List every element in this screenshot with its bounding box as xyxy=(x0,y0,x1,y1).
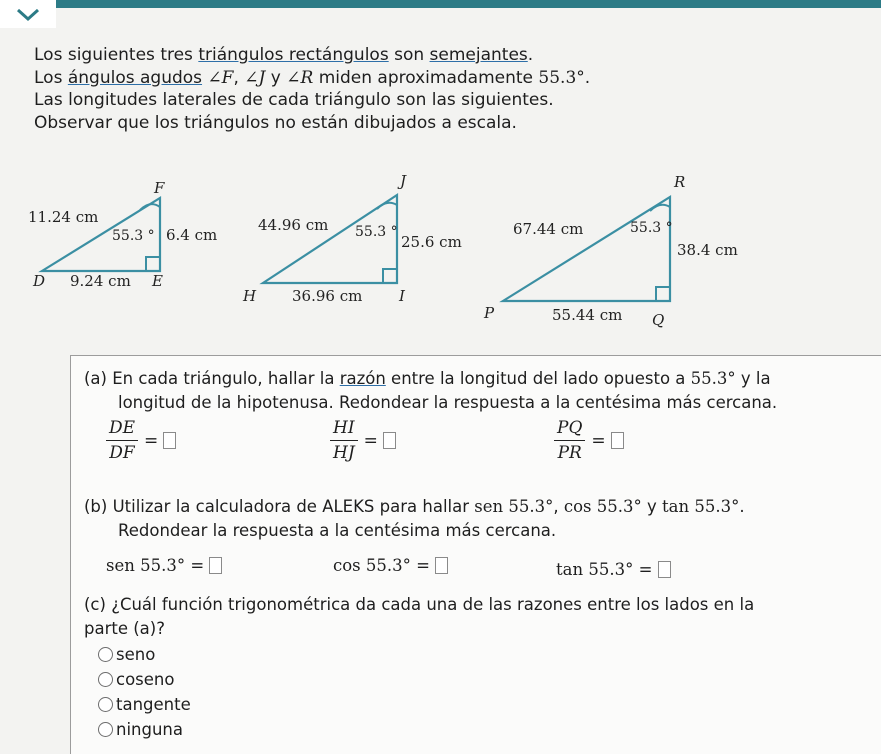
part-c-line-2: parte (a)? xyxy=(84,619,165,638)
radio-circle-icon xyxy=(98,722,113,737)
vertical-side-label: 6.4 cm xyxy=(166,226,218,244)
ratio-de-df: $\frac{DE}{DF}$ = xyxy=(106,418,176,463)
vertical-side-label: 25.6 cm xyxy=(401,233,462,251)
answer-input-tan[interactable] xyxy=(658,561,671,578)
vertex-label: I xyxy=(399,287,405,305)
radio-circle-icon xyxy=(98,647,113,662)
answer-input-cos[interactable] xyxy=(435,557,448,574)
link-semejantes[interactable]: semejantes xyxy=(429,45,528,65)
vertex-label: P xyxy=(484,304,495,322)
angle-value: 55.3° xyxy=(538,67,585,88)
vertex-label: H xyxy=(243,287,257,305)
angle-f: ∠F xyxy=(207,67,234,88)
base-label: 55.44 cm xyxy=(552,306,623,324)
vertex-label: R xyxy=(674,173,686,191)
vertical-side-label: 38.4 cm xyxy=(677,241,738,259)
angle-label: 55.3 ° xyxy=(355,224,398,240)
radio-circle-icon xyxy=(98,697,113,712)
sen-answer-row: sen 55.3° = xyxy=(106,556,222,575)
part-b-line-1: (b) Utilizar la calculadora de ALEKS para hallar sen 55.3°, cos 55.3° y tan 55.3°. xyxy=(84,497,745,516)
hypotenuse-label: 11.24 cm xyxy=(28,208,99,226)
ratio-pq-pr: $\frac{PQ}{PR}$ = xyxy=(554,418,624,463)
angle-label: 55.3 ° xyxy=(112,228,155,244)
base-label: 36.96 cm xyxy=(292,287,363,305)
triangles-figure xyxy=(0,160,881,340)
vertex-label: D xyxy=(33,272,46,290)
angle-j: ∠J xyxy=(244,67,266,88)
answer-input-pq-pr[interactable] xyxy=(611,432,624,449)
collapse-toggle[interactable] xyxy=(0,0,56,28)
intro-line-2: Los ángulos agudos ∠F, ∠J y ∠R miden aproximadamente 55.3°. xyxy=(34,67,591,88)
answer-input-sen[interactable] xyxy=(209,557,222,574)
option-ninguna[interactable]: ninguna xyxy=(98,720,183,739)
intro-line-4: Observar que los triángulos no están dibujados a escala. xyxy=(34,112,517,133)
vertex-label: J xyxy=(400,172,407,190)
cos-answer-row: cos 55.3° = xyxy=(333,556,448,575)
base-label: 9.24 cm xyxy=(70,272,131,290)
option-coseno[interactable]: coseno xyxy=(98,670,174,689)
tan-answer-row: tan 55.3° = xyxy=(556,560,671,579)
vertex-label: Q xyxy=(652,311,665,329)
answer-input-hi-hj[interactable] xyxy=(383,432,396,449)
hypotenuse-label: 67.44 cm xyxy=(513,220,584,238)
part-c-line-1: (c) ¿Cuál función trigonométrica da cada una de las razones entre los lados en la xyxy=(84,595,755,614)
part-a-line-2: longitud de la hipotenusa. Redondear la respuesta a la centésima más cercana. xyxy=(118,393,778,412)
top-accent-bar xyxy=(0,0,881,8)
problem-intro xyxy=(34,44,590,134)
option-tangente[interactable]: tangente xyxy=(98,695,191,714)
hypotenuse-label: 44.96 cm xyxy=(258,216,329,234)
option-seno[interactable]: seno xyxy=(98,645,155,664)
answer-input-de-df[interactable] xyxy=(163,432,176,449)
vertex-label: F xyxy=(154,179,165,197)
triangle-pqr xyxy=(483,173,738,329)
angle-r: ∠R xyxy=(286,67,314,88)
triangle-hij xyxy=(242,172,462,305)
angle-label: 55.3 ° xyxy=(630,220,673,236)
part-b-line-2: Redondear la respuesta a la centésima más cercana. xyxy=(118,521,557,540)
vertex-label: E xyxy=(152,272,163,290)
radio-circle-icon xyxy=(98,672,113,687)
intro-line-1: Los siguientes tres triángulos rectángulos son semejantes. xyxy=(34,45,534,65)
intro-line-3: Las longitudes laterales de cada triángulo son las siguientes. xyxy=(34,90,554,110)
question-panel xyxy=(70,355,881,754)
triangle-def xyxy=(28,179,217,290)
link-triangulos-rectangulos[interactable]: triángulos rectángulos xyxy=(198,45,389,65)
link-angulos-agudos[interactable]: ángulos agudos xyxy=(67,67,203,88)
ratio-hi-hj: $\frac{HI}{HJ}$ = xyxy=(330,418,396,463)
link-razon[interactable]: razón xyxy=(339,369,386,388)
part-a-line-1: (a) En cada triángulo, hallar la razón entre la longitud del lado opuesto a 55.3° y la xyxy=(84,369,771,388)
chevron-down-icon xyxy=(0,0,56,28)
